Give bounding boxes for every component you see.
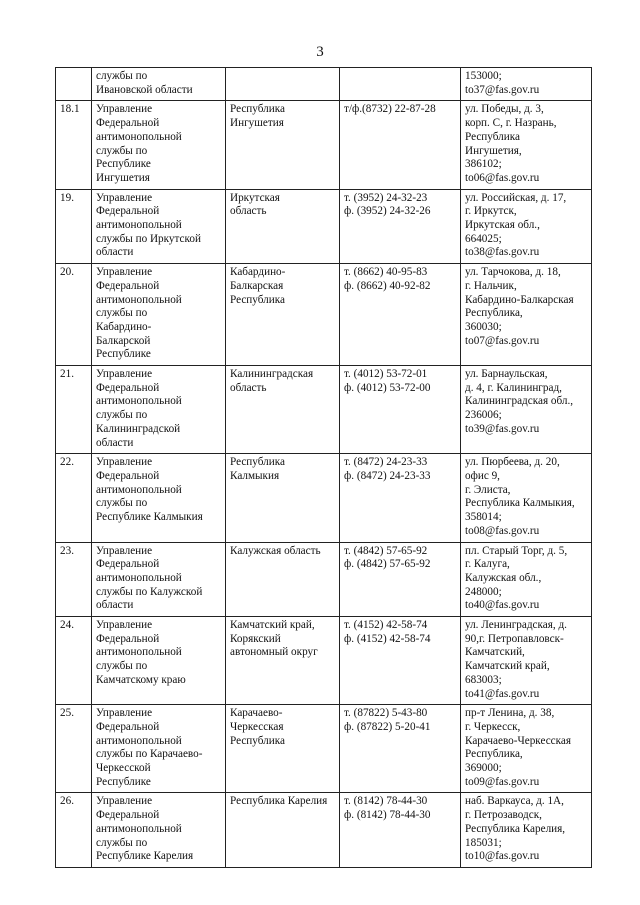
region-line: Калининградская (230, 368, 314, 381)
office-name-cell (92, 542, 226, 617)
region-cell (226, 542, 340, 617)
row-number: 24. (60, 619, 74, 632)
address-line: Калужская обл., (465, 571, 542, 584)
region-line: Калужская область (230, 544, 321, 557)
address-line: Республика (465, 130, 520, 143)
phone-line: т. (8662) 40-95-83 (344, 266, 428, 279)
region-cell (226, 366, 340, 454)
office-name-line: Федеральной (96, 632, 160, 645)
office-name-line: службы по Иркутской (96, 232, 201, 245)
region-line: Черкесская (230, 720, 284, 733)
address-line: Ингушетия, (465, 144, 522, 157)
office-name-cell (92, 189, 226, 264)
address-line: Республика Карелия, (465, 822, 566, 835)
email-text: to41@fas.gov.ru (465, 687, 540, 700)
region-cell (226, 793, 340, 868)
email-text: to09@fas.gov.ru (465, 775, 540, 788)
office-name-line: Республике (96, 158, 151, 171)
region-cell (226, 454, 340, 542)
row-number-cell (56, 101, 92, 189)
row-number: 19. (60, 191, 74, 204)
row-number-cell (56, 542, 92, 617)
email-text: to39@fas.gov.ru (465, 422, 540, 435)
email-text: to38@fas.gov.ru (465, 246, 540, 259)
region-line: область (230, 205, 267, 218)
address-cell (461, 189, 592, 264)
address-line: ул. Барнаульская, (465, 368, 548, 381)
office-name-cell (92, 264, 226, 366)
address-line: Республика, (465, 307, 523, 320)
address-cell (461, 617, 592, 705)
address-line: 185031; (465, 836, 502, 849)
office-name-line: службы по Карачаево- (96, 748, 203, 761)
region-line: Ингушетия (230, 117, 284, 130)
office-name-line: антимонопольной (96, 219, 182, 232)
office-name-cell (92, 617, 226, 705)
address-line: г. Иркутск, (465, 205, 517, 218)
phone-cell (340, 101, 461, 189)
office-name-line: Балкарской (96, 334, 151, 347)
office-name-line: Калининградской (96, 422, 181, 435)
address-line: пр-т Ленина, д. 38, (465, 707, 555, 720)
page-number: 3 (316, 44, 324, 60)
address-line: ул. Тарчокова, д. 18, (465, 266, 561, 279)
phone-line: т. (8142) 78-44-30 (344, 795, 428, 808)
row-number-cell (56, 705, 92, 793)
office-name-line: Федеральной (96, 117, 160, 130)
table-row (56, 101, 592, 189)
address-line: наб. Варкауса, д. 1А, (465, 795, 564, 808)
office-name-line: Республике Карелия (96, 850, 194, 863)
address-line: пл. Старый Торг, д. 5, (465, 544, 568, 557)
region-line: автономный округ (230, 646, 318, 659)
table-row (56, 705, 592, 793)
phone-line: ф. (4842) 57-65-92 (344, 558, 431, 571)
table-row (56, 793, 592, 868)
office-name-line: Федеральной (96, 381, 160, 394)
office-name-line: Управление (96, 456, 153, 469)
address-line: 683003; (465, 673, 502, 686)
office-name-line: Федеральной (96, 720, 160, 733)
office-name-line: службы по (96, 409, 148, 422)
office-name-line: службы по (96, 307, 148, 320)
address-line: офис 9, (465, 469, 500, 482)
row-number-cell (56, 189, 92, 264)
phone-cell (340, 793, 461, 868)
address-line: ул. Российская, д. 17, (465, 191, 567, 204)
address-line: 248000; (465, 585, 502, 598)
office-name-cell (92, 366, 226, 454)
email-text: to07@fas.gov.ru (465, 334, 540, 347)
address-line: Иркутская обл., (465, 219, 540, 232)
region-line: Республика Карелия (230, 795, 328, 808)
phone-cell (340, 264, 461, 366)
phone-line: ф. (3952) 24-32-26 (344, 205, 431, 218)
region-line: Республика (230, 456, 285, 469)
address-line: корп. С, г. Назрань, (465, 117, 557, 130)
office-name-line: службы по (96, 144, 148, 157)
email-text: to40@fas.gov.ru (465, 599, 540, 612)
phone-line: ф. (4152) 42-58-74 (344, 632, 431, 645)
row-number: 20. (60, 266, 74, 279)
address-cell (461, 793, 592, 868)
office-name-line: Республике (96, 348, 151, 361)
address-line: д. 4, г. Калининград, (465, 381, 562, 394)
address-line: 664025; (465, 232, 502, 245)
row-number-cell (56, 264, 92, 366)
office-name-line: антимонопольной (96, 130, 182, 143)
office-name-cell (92, 454, 226, 542)
email-text: to37@fas.gov.ru (465, 83, 540, 96)
office-name-line: службы по Калужской (96, 585, 203, 598)
office-name-line: антимонопольной (96, 293, 182, 306)
office-name-line: Управление (96, 368, 153, 381)
office-name-line: антимонопольной (96, 483, 182, 496)
table-row (56, 189, 592, 264)
address-line: Калининградская обл., (465, 395, 574, 408)
address-line: Карачаево-Черкесская (465, 734, 572, 747)
address-line: 358014; (465, 511, 502, 524)
office-name-cell (92, 705, 226, 793)
table-row (56, 454, 592, 542)
phone-line: ф. (87822) 5-20-41 (344, 720, 431, 733)
office-name-line: Управление (96, 191, 153, 204)
phone-line: ф. (8472) 24-23-33 (344, 469, 431, 482)
office-name-line: Федеральной (96, 558, 160, 571)
row-number-cell (56, 454, 92, 542)
table-row (56, 542, 592, 617)
address-cell (461, 542, 592, 617)
email-text: to08@fas.gov.ru (465, 524, 540, 537)
table-row (56, 68, 592, 101)
table-row (56, 617, 592, 705)
office-name-line: области (96, 246, 134, 259)
row-number: 21. (60, 368, 74, 381)
phone-line: т. (87822) 5-43-80 (344, 707, 428, 720)
address-line: г. Черкесск, (465, 720, 521, 733)
office-name-line: Черкесской (96, 762, 151, 775)
phone-cell (340, 454, 461, 542)
email-text: to10@fas.gov.ru (465, 850, 540, 863)
address-line: 369000; (465, 762, 502, 775)
address-cell (461, 264, 592, 366)
office-name-line: службы по (96, 497, 148, 510)
phone-line: т. (4152) 42-58-74 (344, 619, 428, 632)
office-name-line: Управление (96, 707, 153, 720)
office-name-line: Ивановской области (96, 83, 193, 96)
office-name-line: Федеральной (96, 809, 160, 822)
address-line: 90,г. Петропавловск- (465, 632, 564, 645)
region-line: Республика (230, 734, 285, 747)
office-name-line: области (96, 436, 134, 449)
office-name-line: службы по (96, 660, 148, 673)
office-name-cell (92, 68, 226, 101)
phone-line: т. (4842) 57-65-92 (344, 544, 428, 557)
phone-cell (340, 542, 461, 617)
address-line: 153000; (465, 70, 502, 82)
phone-cell (340, 68, 461, 101)
region-line: Кабардино- (230, 266, 286, 279)
row-number: 26. (60, 795, 74, 808)
office-name-line: антимонопольной (96, 395, 182, 408)
row-number: 23. (60, 544, 74, 557)
office-name-line: Федеральной (96, 469, 160, 482)
office-name-line: Управление (96, 619, 153, 632)
office-name-line: Управление (96, 266, 153, 279)
row-number-cell (56, 366, 92, 454)
address-line: г. Нальчик, (465, 279, 517, 292)
region-cell (226, 264, 340, 366)
address-cell (461, 68, 592, 101)
address-line: Камчатский, (465, 646, 525, 659)
address-line: г. Элиста, (465, 483, 511, 496)
office-name-line: антимонопольной (96, 571, 182, 584)
office-name-line: Федеральной (96, 279, 160, 292)
address-line: Кабардино-Балкарская (465, 293, 574, 306)
region-line: Калмыкия (230, 469, 280, 482)
phone-line: т. (3952) 24-32-23 (344, 191, 428, 204)
office-name-cell (92, 101, 226, 189)
office-name-line: Ингушетия (96, 171, 150, 184)
phone-cell (340, 189, 461, 264)
phone-line: т. (4012) 53-72-01 (344, 368, 428, 381)
office-name-line: Управление (96, 103, 153, 116)
address-line: г. Калуга, (465, 558, 510, 571)
office-name-line: Камчатскому краю (96, 673, 186, 686)
phone-cell (340, 705, 461, 793)
region-line: Карачаево- (230, 707, 283, 720)
address-line: 386102; (465, 158, 502, 171)
office-name-line: службы по (96, 70, 148, 82)
address-line: г. Петрозаводск, (465, 809, 542, 822)
office-name-line: антимонопольной (96, 822, 182, 835)
office-name-line: Управление (96, 795, 153, 808)
address-line: 236006; (465, 409, 502, 422)
address-line: ул. Победы, д. 3, (465, 103, 544, 116)
phone-line: ф. (4012) 53-72-00 (344, 381, 431, 394)
address-line: ул. Пюрбеева, д. 20, (465, 456, 560, 469)
address-cell (461, 454, 592, 542)
region-line: Республика (230, 103, 285, 116)
table-body (56, 68, 592, 868)
region-line: Республика (230, 293, 285, 306)
address-cell (461, 101, 592, 189)
table-row (56, 366, 592, 454)
office-name-line: Республике (96, 775, 151, 788)
office-name-cell (92, 793, 226, 868)
phone-cell (340, 366, 461, 454)
address-line: 360030; (465, 320, 502, 333)
office-name-line: антимонопольной (96, 734, 182, 747)
row-number: 25. (60, 707, 74, 720)
office-name-line: Республике Калмыкия (96, 511, 203, 524)
office-name-line: антимонопольной (96, 646, 182, 659)
phone-line: ф. (8142) 78-44-30 (344, 809, 431, 822)
office-name-line: области (96, 599, 134, 612)
region-line: Камчатский край, (230, 619, 315, 632)
region-cell (226, 189, 340, 264)
office-name-line: Управление (96, 544, 153, 557)
row-number: 18.1 (60, 103, 80, 116)
office-name-line: службы по (96, 836, 148, 849)
region-cell (226, 617, 340, 705)
row-number-cell (56, 617, 92, 705)
row-number: 22. (60, 456, 74, 469)
phone-line: т/ф.(8732) 22-87-28 (344, 103, 436, 116)
row-number-cell (56, 68, 92, 101)
region-line: область (230, 381, 267, 394)
region-cell (226, 101, 340, 189)
office-name-line: Кабардино- (96, 320, 152, 333)
region-line: Иркутская (230, 191, 280, 204)
address-cell (461, 705, 592, 793)
address-line: Республика, (465, 748, 523, 761)
address-line: Камчатский край, (465, 660, 550, 673)
territorial-offices-table (55, 67, 592, 868)
region-line: Балкарская (230, 279, 284, 292)
region-cell (226, 705, 340, 793)
email-text: to06@fas.gov.ru (465, 171, 540, 184)
address-cell (461, 366, 592, 454)
table-row (56, 264, 592, 366)
address-line: ул. Ленинградская, д. (465, 619, 567, 632)
address-line: Республика Калмыкия, (465, 497, 575, 510)
region-cell (226, 68, 340, 101)
phone-cell (340, 617, 461, 705)
phone-line: ф. (8662) 40-92-82 (344, 279, 431, 292)
region-line: Корякский (230, 632, 281, 645)
row-number-cell (56, 793, 92, 868)
office-name-line: Федеральной (96, 205, 160, 218)
phone-line: т. (8472) 24-23-33 (344, 456, 428, 469)
